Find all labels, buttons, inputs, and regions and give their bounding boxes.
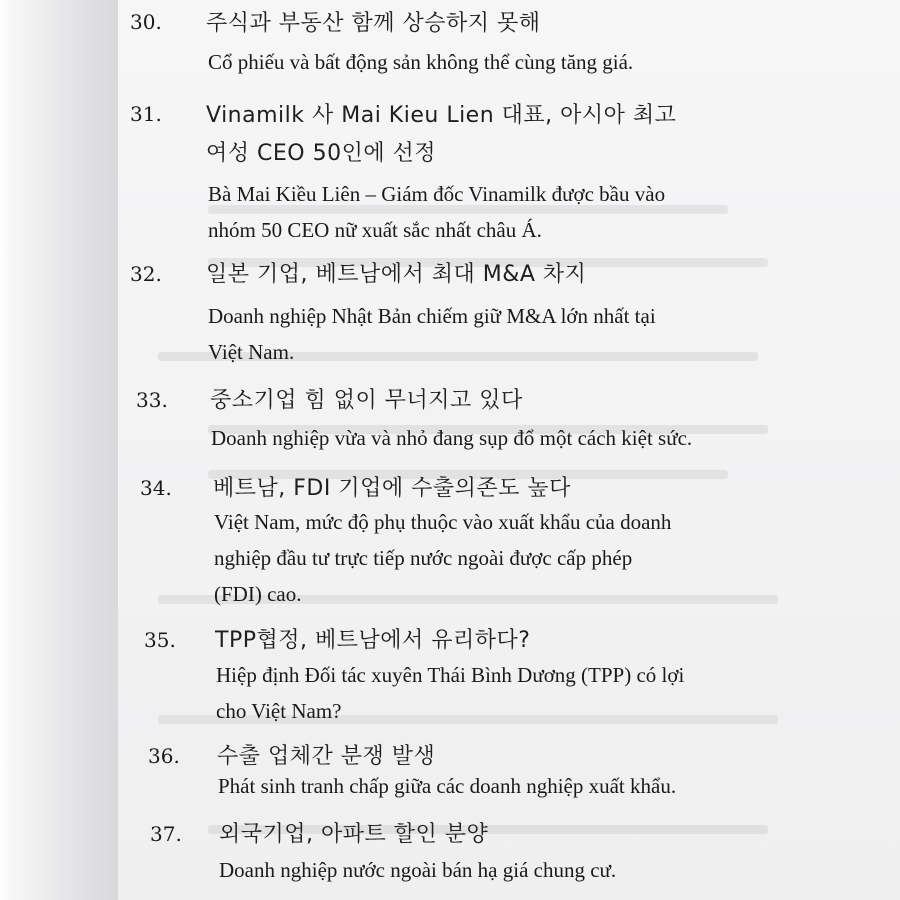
korean-line: 주식과 부동산 함께 상승하지 못해 — [206, 11, 541, 36]
vietnamese-line: Việt Nam, mức độ phụ thuộc vào xuất khẩu của doanh — [214, 510, 672, 534]
entry-number: 35. — [144, 628, 176, 652]
vietnamese-translation — [219, 852, 616, 888]
vietnamese-line: (FDI) cao. — [214, 582, 302, 606]
vietnamese-translation — [208, 298, 656, 370]
vietnamese-translation — [218, 768, 676, 804]
korean-headline — [206, 6, 541, 37]
vietnamese-line: nhóm 50 CEO nữ xuất sắc nhất châu Á. — [208, 218, 542, 242]
vietnamese-line: Cổ phiếu và bất động sản không thể cùng tăng giá. — [208, 50, 634, 74]
korean-line: 외국기업, 아파트 할인 분양 — [219, 822, 489, 847]
vietnamese-line: Doanh nghiệp Nhật Bản chiếm giữ M&A lớn nhất tại — [208, 304, 656, 328]
korean-line: 여성 CEO 50인에 선정 — [206, 141, 437, 166]
vietnamese-line: Việt Nam. — [208, 340, 295, 364]
korean-line: 베트남, FDI 기업에 수출의존도 높다 — [213, 476, 571, 501]
vietnamese-translation — [208, 44, 633, 80]
vietnamese-translation — [211, 420, 692, 456]
book-page — [118, 0, 900, 900]
korean-line: 일본 기업, 베트남에서 최대 M&A 차지 — [206, 262, 587, 287]
page-edge-shadow — [0, 0, 118, 900]
vietnamese-line: Bà Mai Kiều Liên – Giám đốc Vinamilk được bầu vào — [208, 182, 666, 206]
korean-line: 중소기업 힘 없이 무너지고 있다 — [210, 388, 523, 413]
korean-headline — [217, 739, 435, 770]
entry-number: 33. — [136, 388, 168, 412]
korean-line: Vinamilk 사 Mai Kieu Lien 대표, 아시아 최고 — [206, 103, 677, 128]
entry-number: 36. — [148, 744, 180, 768]
vietnamese-translation — [208, 176, 665, 248]
vietnamese-translation — [216, 657, 684, 729]
entry-number: 34. — [140, 476, 172, 500]
vietnamese-translation — [214, 504, 671, 612]
vietnamese-line: cho Việt Nam? — [216, 699, 342, 723]
korean-headline — [210, 383, 523, 414]
vietnamese-line: Doanh nghiệp nước ngoài bán hạ giá chung cư. — [219, 858, 617, 882]
entry-number: 30. — [130, 10, 162, 34]
korean-line: 수출 업체간 분쟁 발생 — [217, 744, 436, 769]
vietnamese-line: nghiệp đầu tư trực tiếp nước ngoài được cấp phép — [214, 546, 633, 570]
korean-headline — [213, 471, 571, 502]
entry-number: 31. — [130, 102, 162, 126]
korean-headline — [219, 817, 488, 848]
vietnamese-line: Doanh nghiệp vừa và nhỏ đang sụp đổ một cách kiệt sức. — [211, 426, 693, 450]
entry-number: 37. — [150, 822, 182, 846]
korean-line: TPP협정, 베트남에서 유리하다? — [215, 628, 531, 653]
vietnamese-line: Hiệp định Đối tác xuyên Thái Bình Dương (TPP) có lợi — [216, 663, 685, 687]
korean-headline — [215, 623, 530, 654]
korean-headline — [206, 97, 676, 173]
vietnamese-line: Phát sinh tranh chấp giữa các doanh nghiệp xuất khẩu. — [218, 774, 677, 798]
korean-headline — [206, 257, 586, 288]
entry-number: 32. — [130, 262, 162, 286]
